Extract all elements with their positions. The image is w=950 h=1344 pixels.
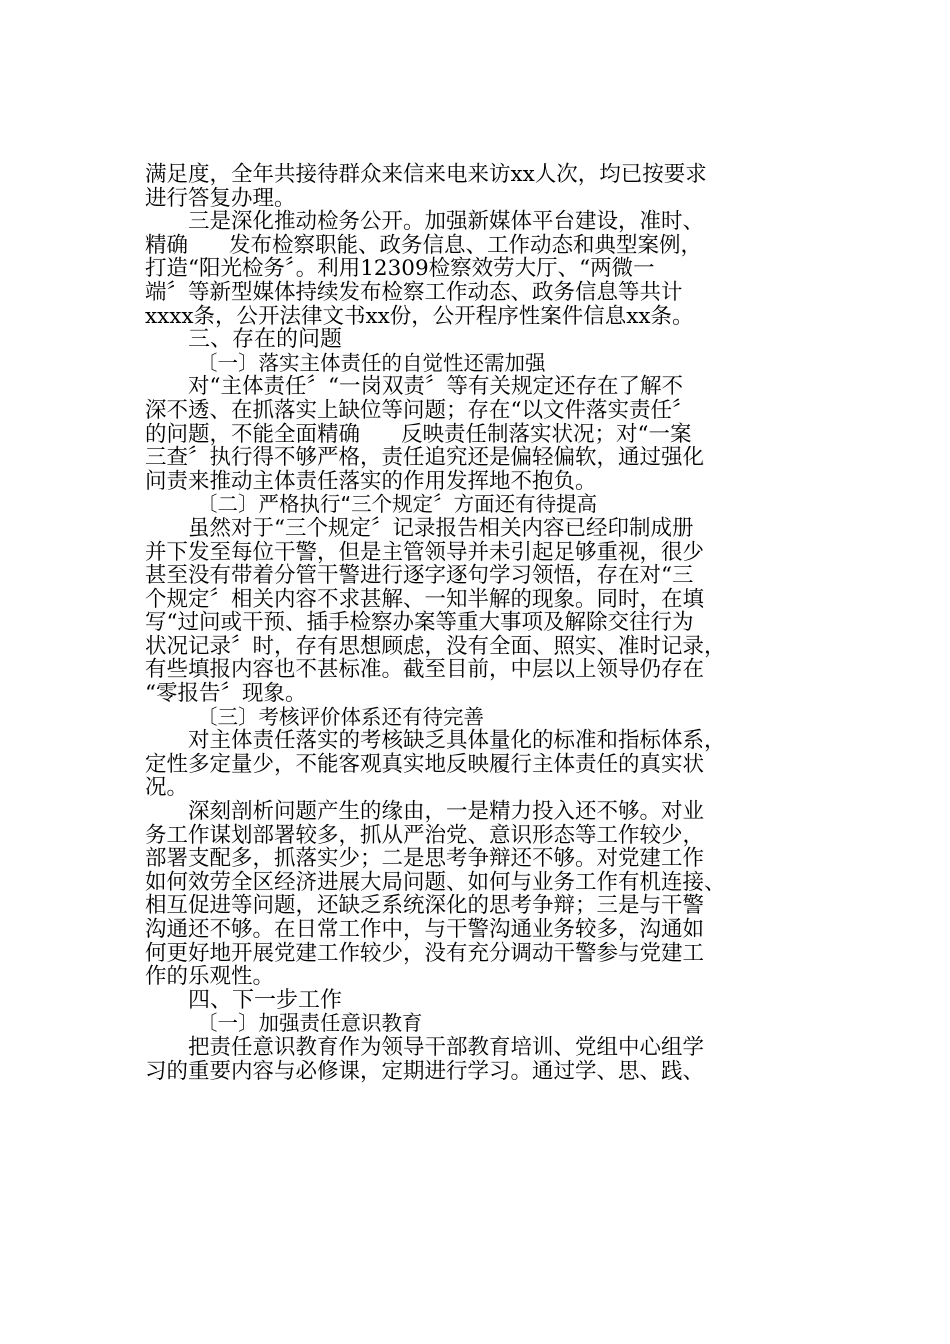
paragraph-line: 如何效劳全区经济进展大局问题、如何与业务工作有机连接、	[145, 869, 726, 895]
paragraph-line: 深不透、在抓落实上缺位等问题；存在“以文件落实责任〞	[145, 397, 694, 423]
paragraph-line: xxxx条，公开法律文书xx份，公开程序性案件信息xx条。	[145, 303, 694, 329]
paragraph-line: 部署支配多，抓落实少；二是思考争辩还不够。对党建工作	[145, 846, 705, 872]
paragraph-line: 深刻剖析问题产生的缘由，一是精力投入还不够。对业	[188, 799, 705, 825]
paragraph-line: 精确 发布检察职能、政务信息、工作动态和典型案例，	[145, 232, 703, 258]
paragraph-line: 沟通还不够。在日常工作中，与干警沟通业务较多，沟通如	[145, 917, 705, 942]
section-heading: 三、存在的问题	[188, 327, 343, 353]
paragraph-line: 务工作谋划部署较多，抓从严治党、意识形态等工作较少，	[145, 822, 705, 848]
paragraph-line: 何更好地开展党建工作较少，没有充分调动干警参与党建工	[145, 940, 705, 966]
paragraph-line: 进行答复办理。	[145, 185, 296, 211]
paragraph-line: 满足度，全年共接待群众来信来电来访xx人次，均已按要求	[145, 162, 707, 187]
paragraph-line: 个规定〞相关内容不求甚解、一知半解的现象。同时，在填	[145, 586, 705, 612]
section-heading: 四、下一步工作	[188, 987, 343, 1013]
paragraph-line: 对主体责任落实的考核缺乏具体量化的标准和指标体系，	[188, 728, 726, 754]
paragraph-line: 端〞等新型媒体持续发布检察工作动态、政务信息等共计	[145, 279, 683, 305]
paragraph-line: 习的重要内容与必修课，定期进行学习。通过学、思、践、	[145, 1058, 705, 1084]
subsection-heading: 〔一〕加强责任意识教育	[197, 1011, 423, 1036]
paragraph-line: 甚至没有带着分管干警进行逐字逐句学习领悟，存在对“三	[145, 563, 694, 589]
subsection-heading: 〔一〕落实主体责任的自觉性还需加强	[197, 350, 546, 375]
paragraph-line: 问责来推动主体责任落实的作用发挥地不抱负。	[145, 468, 597, 494]
subsection-heading: 〔二〕严格执行“三个规定〞方面还有待提高	[197, 492, 598, 517]
paragraph-line: 打造“阳光检务〞。利用12309检察效劳大厅、“两微一	[145, 256, 655, 282]
paragraph-line: 状况记录〞时，存有思想顾虑，没有全面、照实、准时记录，	[145, 633, 726, 659]
paragraph-line: 写“过问或干预、插手检察办案等重大事项及解除交往行为	[145, 610, 694, 636]
paragraph-line: 相互促进等问题，还缺乏系统深化的思考争辩；三是与干警	[145, 893, 705, 919]
paragraph-line: 对“主体责任〞“一岗双责〞等有关规定还存在了解不	[188, 374, 683, 400]
paragraph-line: 把责任意识教育作为领导干部教育培训、党组中心组学	[188, 1034, 705, 1060]
paragraph-line: 定性多定量少，不能客观真实地反映履行主体责任的真实状	[145, 751, 705, 777]
paragraph-line: 虽然对于“三个规定〞记录报告相关内容已经印制成册	[188, 515, 694, 541]
document-page	[145, 163, 810, 1083]
paragraph-line: 并下发至每位干警，但是主管领导并未引起足够重视，很少	[145, 539, 705, 565]
paragraph-line: 作的乐观性。	[145, 964, 275, 990]
paragraph-line: “零报告〞现象。	[145, 681, 307, 707]
paragraph-line: 有些填报内容也不甚标准。截至目前，中层以上领导仍存在	[145, 657, 705, 683]
paragraph-line: 三是深化推动检务公开。加强新媒体平台建设，准时、	[188, 209, 705, 235]
paragraph-line: 的问题，不能全面精确 反映责任制落实状况；对“一案	[145, 421, 692, 447]
paragraph-line: 三查〞执行得不够严格，责任追究还是偏轻偏软，通过强化	[145, 445, 705, 471]
paragraph-line: 况。	[145, 775, 189, 801]
subsection-heading: 〔三〕考核评价体系还有待完善	[197, 704, 484, 729]
